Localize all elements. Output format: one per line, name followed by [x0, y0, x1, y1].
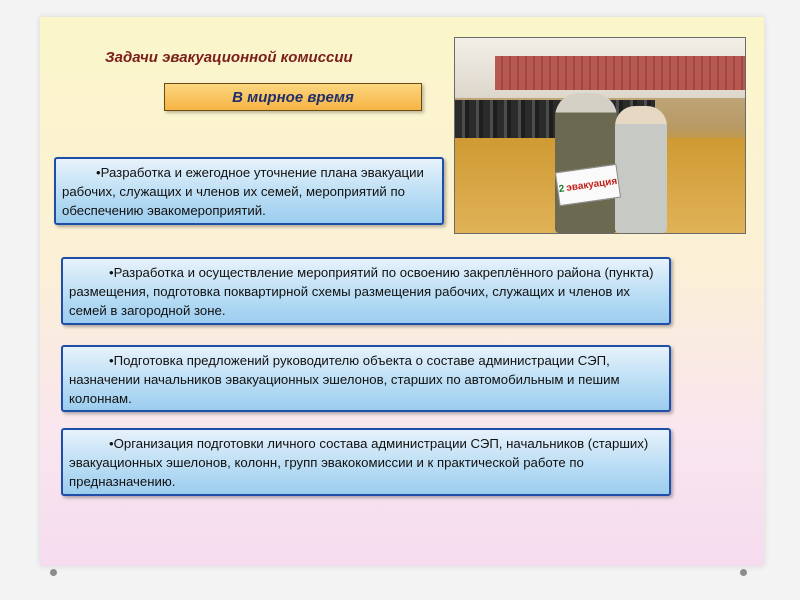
task-box-relocation-area: •Разработка и осуществление мероприятий по освоению закреплённого района (пункта) размещения, подготовка поквартирной схемы размещения рабочих, служащих и членов их семей в загородной зоне. [61, 257, 671, 325]
subtitle-box [164, 83, 422, 111]
photo-sign-number: 2 [558, 182, 566, 195]
evacuation-photo [454, 37, 746, 234]
slide-title: Задачи эвакуационной комиссии [105, 49, 353, 66]
slide-corner-dot-right [740, 569, 747, 576]
photo-person-front [555, 93, 617, 233]
photo-sign-text: эвакуация [565, 175, 618, 194]
photo-person-side [615, 106, 667, 233]
task-box-administration-proposals: •Подготовка предложений руководителю объекта о составе администрации СЭП, назначении начальников эвакуационных эшелонов, старших по автомобильным и пешим колоннам. [61, 345, 671, 412]
slide-corner-dot-left [50, 569, 57, 576]
subtitle-text: В мирное время [232, 88, 354, 106]
task-box-plan: •Разработка и ежегодное уточнение плана эвакуации рабочих, служащих и членов их семей, мероприятий по обеспечению эвакомероприятий. [54, 157, 444, 225]
task-box-staff-training: •Организация подготовки личного состава администрации СЭП, начальников (старших) эвакуационных эшелонов, колонн, групп эвакокомиссии и к практической работе по предназначению. [61, 428, 671, 496]
photo-stands [495, 56, 745, 90]
